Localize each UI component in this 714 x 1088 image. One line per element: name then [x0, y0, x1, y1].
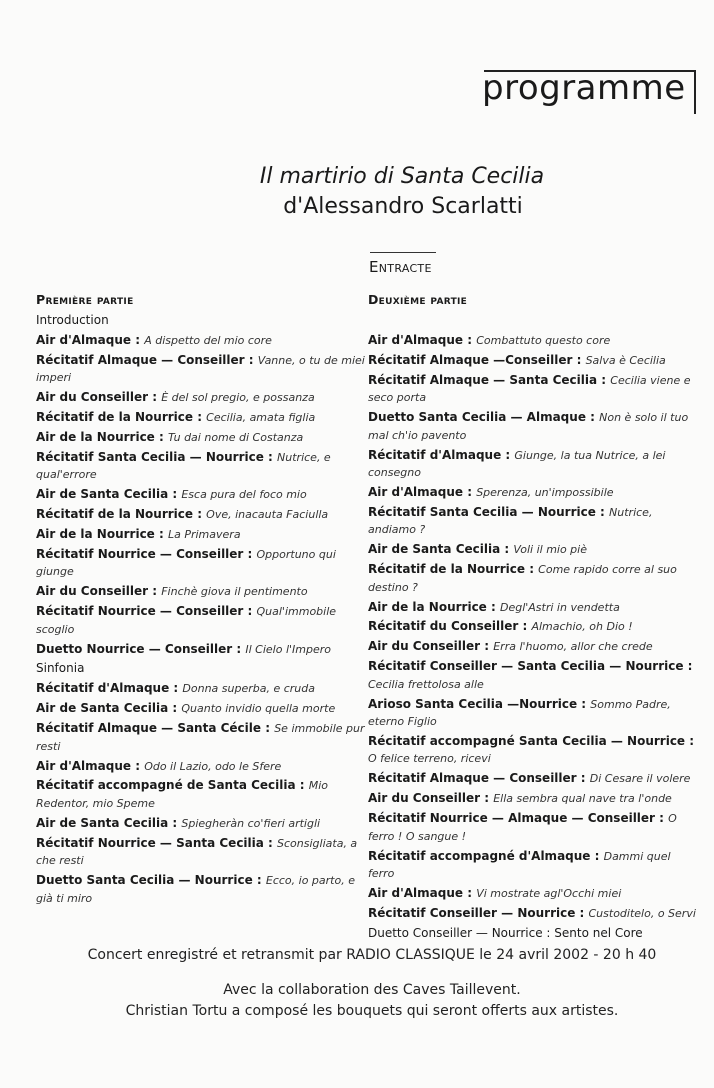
programme-entry	[36, 641, 366, 659]
entry-label: Air d'Almaque :	[36, 758, 145, 773]
entry-incipit: Nutrice, e qual'errore	[36, 450, 331, 482]
entry-label: Air de la Nourrice :	[368, 599, 500, 614]
programme-entry	[36, 429, 366, 447]
entry-incipit: Se immobile pur resti	[36, 722, 365, 753]
entry-label: Récitatif Almaque — Santa Cécile :	[36, 721, 275, 736]
programme-entry	[368, 618, 698, 636]
entry-label: Récitatif accompagné d'Almaque :	[368, 848, 604, 863]
programme-entry	[36, 449, 366, 484]
entry-label: Sinfonia	[36, 661, 85, 676]
programme-entry	[36, 352, 366, 387]
entry-label: Introduction	[36, 313, 109, 327]
entry-incipit: Finchè giova il pentimento	[161, 585, 308, 599]
entry-label: Air de la Nourrice :	[36, 429, 168, 444]
entry-label: Récitatif Almaque — Santa Cecilia :	[368, 372, 611, 387]
work-heading	[0, 162, 714, 222]
programme-entry	[36, 835, 366, 870]
entry-label: Récitatif accompagné de Santa Cecilia :	[36, 778, 309, 793]
entry-incipit: Donna superba, e cruda	[182, 682, 315, 696]
entry-label: Récitatif du Conseiller :	[368, 619, 532, 634]
programme-entry	[36, 758, 366, 776]
entry-incipit: La Primavera	[167, 528, 241, 542]
programme-entry	[36, 332, 366, 350]
entry-label: Air du Conseiller :	[368, 791, 494, 806]
programme-entry	[368, 352, 698, 370]
entry-incipit: Esca pura del foco mio	[181, 488, 307, 502]
entry-incipit: Opportuno qui giunge	[36, 547, 336, 579]
entry-incipit: Come rapido corre al suo destino ?	[368, 563, 677, 594]
entry-incipit: Combattuto questo core	[476, 334, 611, 347]
entry-incipit: Mio Redentor, mio Speme	[36, 779, 329, 810]
programme-entry	[36, 546, 366, 581]
entry-label: Duetto Santa Cecilia — Nourrice :	[36, 873, 266, 888]
entry-incipit: O felice terreno, ricevi	[368, 752, 491, 766]
entry-incipit: Sconsigliata, a che resti	[36, 836, 358, 868]
entry-incipit: Sommo Padre, eterno Figlio	[368, 697, 671, 729]
programme-entry	[36, 815, 366, 833]
entry-incipit: Quanto invidio quella morte	[181, 702, 336, 716]
programme-entry	[368, 696, 698, 731]
programme-entry	[368, 848, 698, 883]
entry-incipit: Nutrice, andiamo ?	[368, 505, 653, 537]
programme-entry	[368, 372, 698, 407]
programme-entry	[368, 810, 698, 845]
programme-entry	[36, 486, 366, 504]
entry-label: Air de Santa Cecilia :	[36, 701, 182, 716]
entry-label: Récitatif Nourrice — Conseiller :	[36, 546, 257, 561]
entry-incipit: Custoditelo, o Servi	[588, 906, 696, 920]
part-two-list	[368, 332, 698, 942]
programme-entry	[36, 389, 366, 407]
entry-label: Récitatif Almaque — Conseiller :	[36, 352, 258, 367]
programme-entry	[36, 583, 366, 601]
flowers-note: Christian Tortu a composé les bouquets qui seront offerts aux artistes.	[125, 1003, 619, 1019]
entry-incipit: Ove, inacauta Faciulla	[206, 508, 329, 522]
entry-label: Air d'Almaque :	[36, 332, 145, 347]
entry-incipit: Cecilia, amata figlia	[206, 411, 316, 425]
collaboration-note: Avec la collaboration des Caves Taillevent.	[223, 982, 521, 998]
work-composer: d'Alessandro Scarlatti	[283, 194, 523, 219]
entry-label: Récitatif de la Nourrice :	[36, 410, 207, 425]
entry-label: Récitatif Almaque — Conseiller :	[368, 771, 590, 786]
programme-entry	[36, 720, 366, 755]
entry-label: Air d'Almaque :	[368, 333, 477, 347]
programme-entry	[368, 925, 698, 943]
entry-label: Air de Santa Cecilia :	[36, 815, 182, 830]
entry-incipit: Di Cesare il volere	[589, 772, 691, 786]
programme-entry	[36, 603, 366, 638]
entry-label: Récitatif Nourrice — Conseiller :	[36, 604, 257, 619]
part-two-title: Deuxième partie	[368, 292, 468, 307]
programme-entry	[368, 638, 698, 656]
entry-label: Récitatif accompagné Santa Cecilia — Nourrice :	[368, 733, 695, 748]
entry-label: Duetto Santa Cecilia — Almaque :	[368, 410, 600, 425]
entry-incipit: Vanne, o tu de miei imperi	[36, 353, 365, 385]
entry-incipit: Erra l'huomo, allor che crede	[493, 640, 653, 654]
entry-label: Air de Santa Cecilia :	[368, 542, 514, 557]
programme-entry	[368, 447, 698, 482]
programme-entry	[368, 770, 698, 788]
entry-incipit: Salva è Cecilia	[585, 353, 666, 367]
entry-label: Récitatif d'Almaque :	[36, 681, 183, 696]
programme-entry	[36, 700, 366, 718]
part-one-list	[36, 312, 366, 907]
programme-entry	[36, 526, 366, 544]
entry-label: Récitatif Santa Cecilia — Nourrice :	[36, 449, 278, 464]
programme-entry	[368, 409, 698, 444]
programme-entry	[368, 561, 698, 596]
programme-entry	[368, 599, 698, 617]
entry-label: Récitatif de la Nourrice :	[36, 507, 207, 522]
entracte-label: Entracte	[369, 258, 432, 276]
programme-entry	[368, 484, 698, 502]
entry-incipit: Non è solo il tuo mal ch'io pavento	[368, 411, 689, 442]
entracte-rule	[370, 252, 436, 253]
programme-entry	[36, 680, 366, 698]
programme-entry	[36, 506, 366, 524]
entry-label: Air d'Almaque :	[368, 885, 477, 900]
entry-label: Récitatif d'Almaque :	[368, 447, 515, 462]
entry-incipit: Ecco, io parto, e già ti miro	[36, 874, 355, 905]
entry-incipit: Giunge, la tua Nutrice, a lei consegno	[368, 448, 666, 480]
broadcast-note: Concert enregistré et retransmit par RADIO CLASSIQUE le 24 avril 2002 - 20 h 40	[87, 947, 657, 963]
work-title: Il martirio di Santa Cecilia	[259, 164, 545, 189]
programme-entry	[368, 733, 698, 768]
entry-incipit: Spiegheràn co'fieri artigli	[181, 816, 321, 830]
entry-incipit: Cecilia viene e seco porta	[368, 373, 691, 405]
header-rule-vertical	[694, 70, 696, 114]
entry-label: Récitatif Santa Cecilia — Nourrice :	[368, 504, 610, 519]
entry-incipit: Sento nel Core	[554, 925, 643, 940]
programme-entry	[36, 660, 366, 678]
programme-entry	[368, 905, 698, 923]
entry-incipit: Vi mostrate agl'Occhi miei	[476, 886, 622, 900]
entry-incipit: Cecilia frettolosa alle	[368, 677, 484, 691]
entry-label: Air de Santa Cecilia :	[36, 487, 182, 502]
programme-entry	[36, 409, 366, 427]
entry-label: Air d'Almaque :	[368, 484, 477, 499]
part-two-column	[368, 290, 698, 945]
entry-incipit: Degl'Astri in vendetta	[499, 600, 620, 614]
entry-label: Récitatif Almaque —Conseiller :	[368, 352, 586, 367]
entry-label: Duetto Conseiller — Nourrice :	[368, 925, 555, 940]
entry-incipit: O ferro ! O sangue !	[368, 812, 677, 843]
programme-entry	[368, 504, 698, 539]
page-title: programme	[482, 68, 686, 108]
entry-label: Air du Conseiller :	[36, 390, 162, 405]
entry-incipit: Dammi quel ferro	[368, 849, 671, 881]
entry-incipit: Voli il mio piè	[513, 543, 587, 557]
entry-label: Récitatif Nourrice — Almaque — Conseiller :	[368, 811, 669, 826]
entry-label: Récitatif Conseiller — Nourrice :	[368, 905, 589, 920]
entry-label: Air du Conseiller :	[36, 584, 162, 599]
programme-entry	[368, 332, 698, 350]
programme-entry	[368, 541, 698, 559]
entry-incipit: Tu dai nome di Costanza	[167, 430, 304, 444]
part-one-column	[36, 290, 366, 909]
entry-label: Récitatif Conseiller — Santa Cecilia — Nourrice :	[368, 659, 693, 674]
programme-entry	[36, 777, 366, 812]
programme-entry	[36, 312, 366, 330]
entry-label: Air de la Nourrice :	[36, 527, 168, 542]
entry-label: Récitatif Nourrice — Santa Cecilia :	[36, 835, 278, 850]
entry-label: Duetto Nourrice — Conseiller :	[36, 641, 246, 656]
programme-entry	[368, 658, 698, 693]
part-one-title: Première partie	[36, 292, 134, 307]
entry-incipit: Qual'immobile scoglio	[36, 605, 337, 636]
programme-entry	[368, 790, 698, 808]
entry-incipit: Odo il Lazio, odo le Sfere	[144, 759, 282, 773]
entry-incipit: È del sol pregio, e possanza	[161, 391, 315, 405]
entry-incipit: Il Cielo l'Impero	[245, 642, 331, 656]
entry-incipit: Ella sembra qual nave tra l'onde	[493, 792, 672, 806]
entry-incipit: Almachio, oh Dio !	[531, 620, 633, 634]
programme-entry	[36, 872, 366, 907]
entry-label: Récitatif de la Nourrice :	[368, 562, 539, 577]
entry-label: Air du Conseiller :	[368, 639, 494, 654]
programme-entry	[368, 885, 698, 903]
entry-incipit: A dispetto del mio core	[144, 333, 272, 347]
entry-incipit: Sperenza, un'impossibile	[476, 485, 614, 499]
entry-label: Arioso Santa Cecilia —Nourrice :	[368, 696, 591, 711]
